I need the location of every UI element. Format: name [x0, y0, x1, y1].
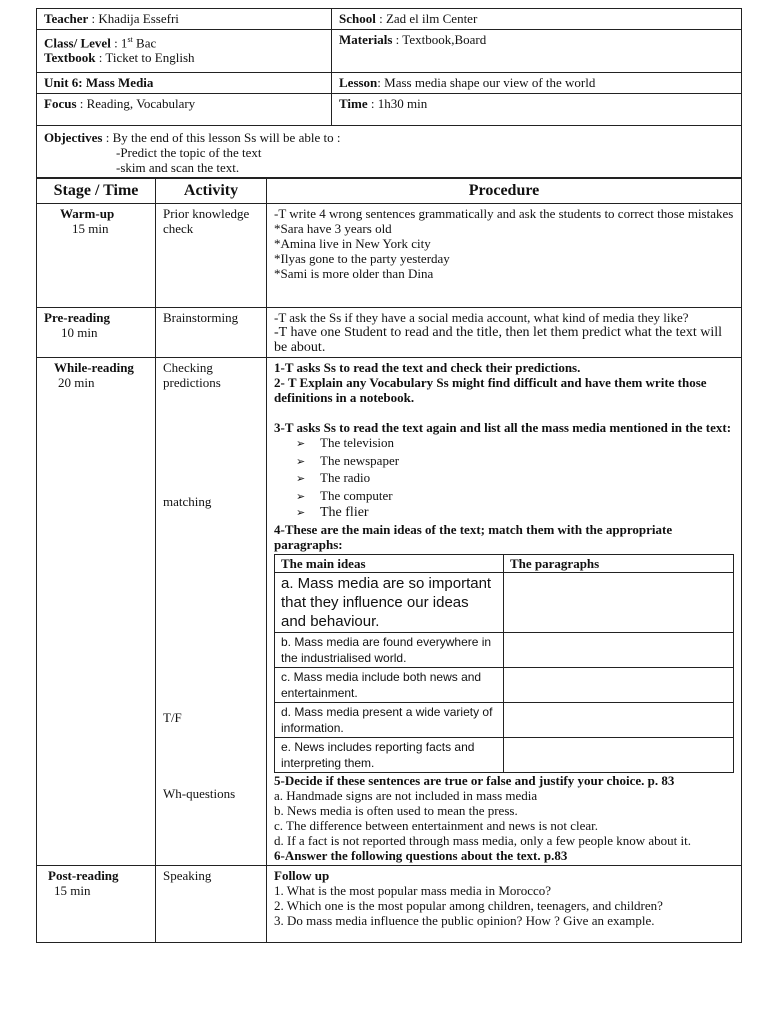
followup-question-1: 1. What is the most popular mass media in Morocco? [274, 882, 552, 898]
time-value: : 1h30 min [367, 96, 428, 111]
whilereading-step6: 6-Answer the following questions about the text. p.83 [274, 847, 568, 863]
warmup-stage: Warm-up [60, 206, 115, 221]
focus-cell [37, 94, 332, 126]
school-label: School [339, 11, 376, 26]
postreading-activity: Speaking [156, 865, 267, 942]
unit-cell [37, 73, 332, 94]
warmup-line-4: *Ilyas gone to the party yesterday [274, 251, 450, 266]
tf-statement-d: d. If a fact is not reported through mass media, only a few people know about it. [274, 832, 691, 848]
warmup-activity: Prior knowledge check [156, 204, 267, 308]
list-item: ➢ The computer [296, 488, 734, 506]
objective-1: -Predict the topic of the text [116, 145, 262, 160]
header-row-unit [37, 73, 742, 94]
list-item: ➢ The flier [296, 505, 369, 521]
list-item: ➢ The television [296, 435, 734, 453]
warmup-line-2: *Sara have 3 years old [274, 221, 392, 236]
whilereading-stage: While-reading [54, 360, 134, 375]
materials-label: Materials [339, 32, 393, 47]
main-ideas-header-row [275, 554, 734, 572]
header-row-objectives [37, 126, 742, 178]
paragraphs-header: The paragraphs [504, 554, 734, 572]
postreading-stage: Post-reading [48, 867, 119, 883]
teacher-label: Teacher [44, 11, 89, 26]
idea-c: c. Mass media include both news and entertainment. [275, 667, 504, 702]
main-ideas-header: The main ideas [275, 554, 504, 572]
arrow-bullet-icon: ➢ [296, 490, 306, 503]
whilereading-procedure [267, 358, 742, 866]
class-value-sup: st [127, 35, 133, 44]
objectives-intro: : By the end of this lesson Ss will be able to : [102, 130, 341, 145]
lesson-value: : Mass media shape our view of the world [377, 75, 596, 90]
idea-e: e. News includes reporting facts and interpreting them. [275, 737, 504, 772]
materials-value: : Textbook,Board [392, 32, 487, 47]
prereading-line-2: -T have one Student to read and the title, then let them predict what the text will be about. [274, 325, 722, 355]
column-activity: Activity [156, 179, 267, 204]
plan-header-row [37, 179, 742, 204]
textbook-label: Textbook [44, 50, 96, 66]
header-row-class [37, 30, 742, 73]
media-list [274, 435, 734, 522]
textbook-value: : Ticket to English [95, 50, 195, 66]
paragraph-answer-cell[interactable] [504, 632, 734, 667]
prereading-procedure [267, 308, 742, 358]
time-label: Time [339, 96, 368, 111]
arrow-bullet-icon: ➢ [296, 455, 306, 468]
focus-value: : Reading, Vocabulary [76, 96, 196, 111]
warmup-time: 15 min [72, 221, 109, 236]
arrow-bullet-icon: ➢ [296, 473, 306, 486]
warmup-line-3: *Amina live in New York city [274, 236, 431, 251]
whilereading-step4: 4-These are the main ideas of the text; match them with the appropriate paragraphs: [274, 521, 673, 552]
objectives-label: Objectives [44, 130, 103, 145]
prereading-line-1: -T ask the Ss if they have a social media account, what kind of media they like? [274, 310, 689, 325]
table-row [275, 667, 734, 702]
warmup-line-5: *Sami is more older than Dina [274, 266, 434, 281]
warmup-stage-cell [37, 204, 156, 308]
lesson-plan-table [36, 178, 742, 943]
warmup-line-1: -T write 4 wrong sentences grammatically and ask the students to correct those mistakes [274, 206, 734, 221]
objective-2: -skim and scan the text. [116, 160, 240, 175]
column-stage-time: Stage / Time [37, 179, 156, 204]
arrow-bullet-icon: ➢ [296, 507, 306, 520]
whilereading-step3: 3-T asks Ss to read the text again and list all the mass media mentioned in the text: [274, 420, 732, 435]
prereading-stage: Pre-reading [44, 310, 110, 325]
followup-title: Follow up [274, 867, 330, 883]
tf-statement-a: a. Handmade signs are not included in mass media [274, 787, 538, 803]
objectives-cell [37, 126, 742, 178]
paragraph-answer-cell[interactable] [504, 737, 734, 772]
materials-cell [332, 30, 742, 73]
table-row [275, 572, 734, 632]
postreading-procedure [267, 865, 742, 942]
arrow-bullet-icon: ➢ [296, 438, 306, 450]
prereading-activity: Brainstorming [156, 308, 267, 358]
followup-question-2: 2. Which one is the most popular among children, teenagers, and children? [274, 897, 663, 913]
prereading-stage-cell [37, 308, 156, 358]
class-label: Class/ Level [44, 35, 111, 51]
whilereading-stage-cell [37, 358, 156, 866]
postreading-time: 15 min [54, 882, 91, 898]
teacher-cell [37, 9, 332, 30]
class-value-pre: : 1 [110, 35, 128, 51]
paragraph-answer-cell[interactable] [504, 702, 734, 737]
idea-d: d. Mass media present a wide variety of information. [275, 702, 504, 737]
header-row-focus [37, 94, 742, 126]
unit-title: Unit 6: Mass Media [44, 75, 154, 90]
header-row-teacher [37, 9, 742, 30]
whilereading-step2: 2- T Explain any Vocabulary Ss might find difficult and have them write those definitions in a notebook. [274, 375, 707, 405]
lesson-label: Lesson [339, 75, 378, 90]
teacher-value: : Khadija Essefri [88, 11, 179, 26]
main-ideas-table [274, 554, 734, 773]
list-item: ➢ The newspaper [296, 453, 734, 471]
school-value: : Zad el ilm Center [375, 11, 478, 26]
postreading-stage-cell [37, 865, 156, 942]
prereading-row [37, 308, 742, 358]
warmup-row [37, 204, 742, 308]
warmup-procedure [267, 204, 742, 308]
lesson-header-table [36, 8, 742, 178]
prereading-time: 10 min [61, 325, 98, 340]
followup-question-3: 3. Do mass media influence the public opinion? How ? Give an example. [274, 912, 655, 928]
activity-tf: T/F [163, 710, 182, 725]
idea-a: a. Mass media are so important that they influence our ideas and behaviour. [275, 572, 504, 632]
whilereading-activity-cell [156, 358, 267, 866]
time-cell [332, 94, 742, 126]
whilereading-row [37, 358, 742, 866]
activity-checking-predictions: Checking predictions [163, 360, 221, 390]
activity-wh-questions: Wh-questions [163, 786, 236, 801]
paragraph-answer-cell[interactable] [504, 667, 734, 702]
focus-label: Focus [44, 96, 77, 111]
paragraph-answer-cell[interactable] [504, 572, 734, 632]
column-procedure: Procedure [267, 179, 742, 204]
whilereading-step5: 5-Decide if these sentences are true or false and justify your choice. p. 83 [274, 772, 675, 788]
tf-statement-c: c. The difference between entertainment and news is not clear. [274, 817, 599, 833]
activity-matching: matching [163, 494, 212, 509]
school-cell [332, 9, 742, 30]
table-row [275, 737, 734, 772]
lesson-cell [332, 73, 742, 94]
class-value-post: Bac [132, 35, 157, 51]
table-row [275, 702, 734, 737]
list-item: ➢ The radio [296, 470, 734, 488]
whilereading-step1: 1-T asks Ss to read the text and check their predictions. [274, 360, 581, 375]
whilereading-time: 20 min [58, 375, 95, 390]
idea-b: b. Mass media are found everywhere in the industrialised world. [275, 632, 504, 667]
class-cell [37, 30, 332, 73]
table-row [275, 632, 734, 667]
tf-statement-b: b. News media is often used to mean the press. [274, 802, 518, 818]
postreading-row [37, 865, 742, 942]
